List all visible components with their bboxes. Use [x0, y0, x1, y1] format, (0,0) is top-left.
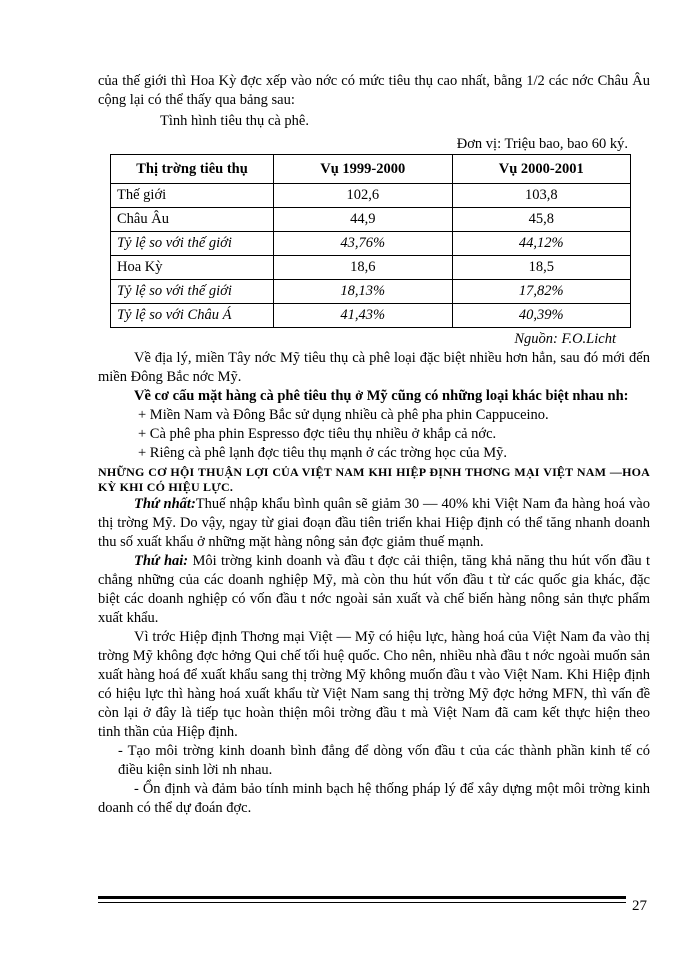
paragraph-geography: Về địa lý, miền Tây nớc Mỹ tiêu thụ cà phê loại đặc biệt nhiều hơn hẳn, sau đó mới đến miền Đông Bắc nớc Mỹ.: [98, 350, 650, 385]
row-label: Tỷ lệ so với Châu Á: [111, 304, 274, 328]
row-value-2: 45,8: [452, 208, 631, 232]
document-page: [98, 72, 650, 818]
footer-rule: [98, 896, 626, 899]
table-header-row: [111, 155, 631, 184]
bullet-item: + Riêng cà phê lạnh đợc tiêu thụ mạnh ở các trờng học của Mỹ.: [138, 445, 507, 461]
row-value-2: 103,8: [452, 184, 631, 208]
table-row: [111, 184, 631, 208]
table-row: [111, 304, 631, 328]
page-number: 27: [632, 898, 647, 914]
row-label: Thế giới: [111, 184, 274, 208]
paragraph-first: [98, 495, 650, 552]
header-season-2: Vụ 2000-2001: [452, 155, 631, 184]
row-value-1: 18,6: [274, 256, 453, 280]
row-value-2: 18,5: [452, 256, 631, 280]
table-row: [111, 280, 631, 304]
dash-item: - Tạo môi trờng kinh doanh bình đẳng để dòng vốn đầu t của các thành phần kinh tế có điều kiện sinh lời nh nhau.: [118, 743, 650, 778]
bullet-item: + Miền Nam và Đông Bắc sử dụng nhiều cà phê pha phin Cappuceino.: [138, 407, 549, 423]
second-lead: Thứ hai:: [134, 553, 189, 569]
row-value-2: 40,39%: [452, 304, 631, 328]
row-value-1: 102,6: [274, 184, 453, 208]
table-source: Nguồn: F.O.Licht: [514, 331, 616, 347]
consumption-table: [110, 154, 631, 328]
second-text: Môi trờng kinh doanh và đầu t đợc cải thiện, tăng khả năng thu hút vốn đầu t chẳng những của các doanh nghiệp Mỹ, mà còn thu hút vốn đầu t từ các quốc gia khác, đặc biệt các doanh nghiệp có vốn đầu t nớc ngoài sản xuất và chế biến hàng nông sản thực phẩm xuất khẩu.: [98, 553, 650, 626]
row-value-1: 41,43%: [274, 304, 453, 328]
section-heading: NHỮNG CƠ HỘI THUẬN LỢI CỦA VIỆT NAM KHI HIỆP ĐỊNH THƠNG MẠI VIỆT NAM —HOA KỲ KHI CÓ HIỆU LỰC.: [98, 465, 650, 494]
first-lead: Thứ nhất:: [134, 496, 196, 512]
row-value-2: 44,12%: [452, 232, 631, 256]
row-label: Châu Âu: [111, 208, 274, 232]
row-label: Hoa Kỳ: [111, 256, 274, 280]
row-value-2: 17,82%: [452, 280, 631, 304]
paragraph-product-structure: Về cơ cấu mặt hàng cà phê tiêu thụ ở Mỹ cũng có những loại khác biệt nhau nh:: [134, 388, 629, 404]
table-row: [111, 256, 631, 280]
bullet-item: + Cà phê pha phin Espresso đợc tiêu thụ nhiều ở khắp cả nớc.: [138, 426, 497, 442]
first-text: Thuế nhập khẩu bình quân sẽ giảm 30 — 40% khi Việt Nam đa hàng hoá vào thị trờng Mỹ. Do vậy, ngay từ giai đoạn đầu tiên triển khai Hiệp định có thể tăng nhanh doanh thu số xuất khẩu ở những mặt hàng nông sản đợc giảm thuế mạnh.: [98, 496, 650, 550]
row-value-1: 43,76%: [274, 232, 453, 256]
row-value-1: 44,9: [274, 208, 453, 232]
table-row: [111, 208, 631, 232]
header-market: Thị trờng tiêu thụ: [111, 155, 274, 184]
footer-rule-thin: [98, 902, 626, 903]
table-row: [111, 232, 631, 256]
unit-note: Đơn vị: Triệu bao, bao 60 ký.: [456, 136, 628, 152]
intro-paragraph: của thế giới thì Hoa Kỳ đợc xếp vào nớc có mức tiêu thụ cao nhất, bằng 1/2 các nớc Châu Âu cộng lại có thể thấy qua bảng sau:: [98, 73, 650, 108]
paragraph-second: [98, 552, 650, 628]
dash-item: - Ổn định và đảm bảo tính minh bạch hệ thống pháp lý để xây dựng một môi trờng kinh doanh có thể dự đoán đợc.: [98, 781, 650, 816]
header-season-1: Vụ 1999-2000: [274, 155, 453, 184]
paragraph-agreement: Vì trớc Hiệp định Thơng mại Việt — Mỹ có hiệu lực, hàng hoá của Việt Nam đa vào thị trờng Mỹ không đợc hởng Qui chế tối huệ quốc. Cho nên, nhiều nhà đầu t nớc ngoài muốn sản xuất hàng hoá để xuất khẩu sang thị trờng Mỹ không muốn đầu t vào Việt Nam. Khi Hiệp định có hiệu lực thì hàng hoá xuất khẩu từ Việt Nam sang thị trờng Mỹ đợc hởng MFN, thì vấn đề còn lại ở đây là tiếp tục hoàn thiện môi trờng đầu t mà Việt Nam đã cam kết thực hiện theo tinh thần của Hiệp định.: [98, 629, 650, 740]
row-label: Tỷ lệ so với thế giới: [111, 232, 274, 256]
row-value-1: 18,13%: [274, 280, 453, 304]
row-label: Tỷ lệ so với thế giới: [111, 280, 274, 304]
table-caption: Tình hình tiêu thụ cà phê.: [160, 113, 309, 129]
